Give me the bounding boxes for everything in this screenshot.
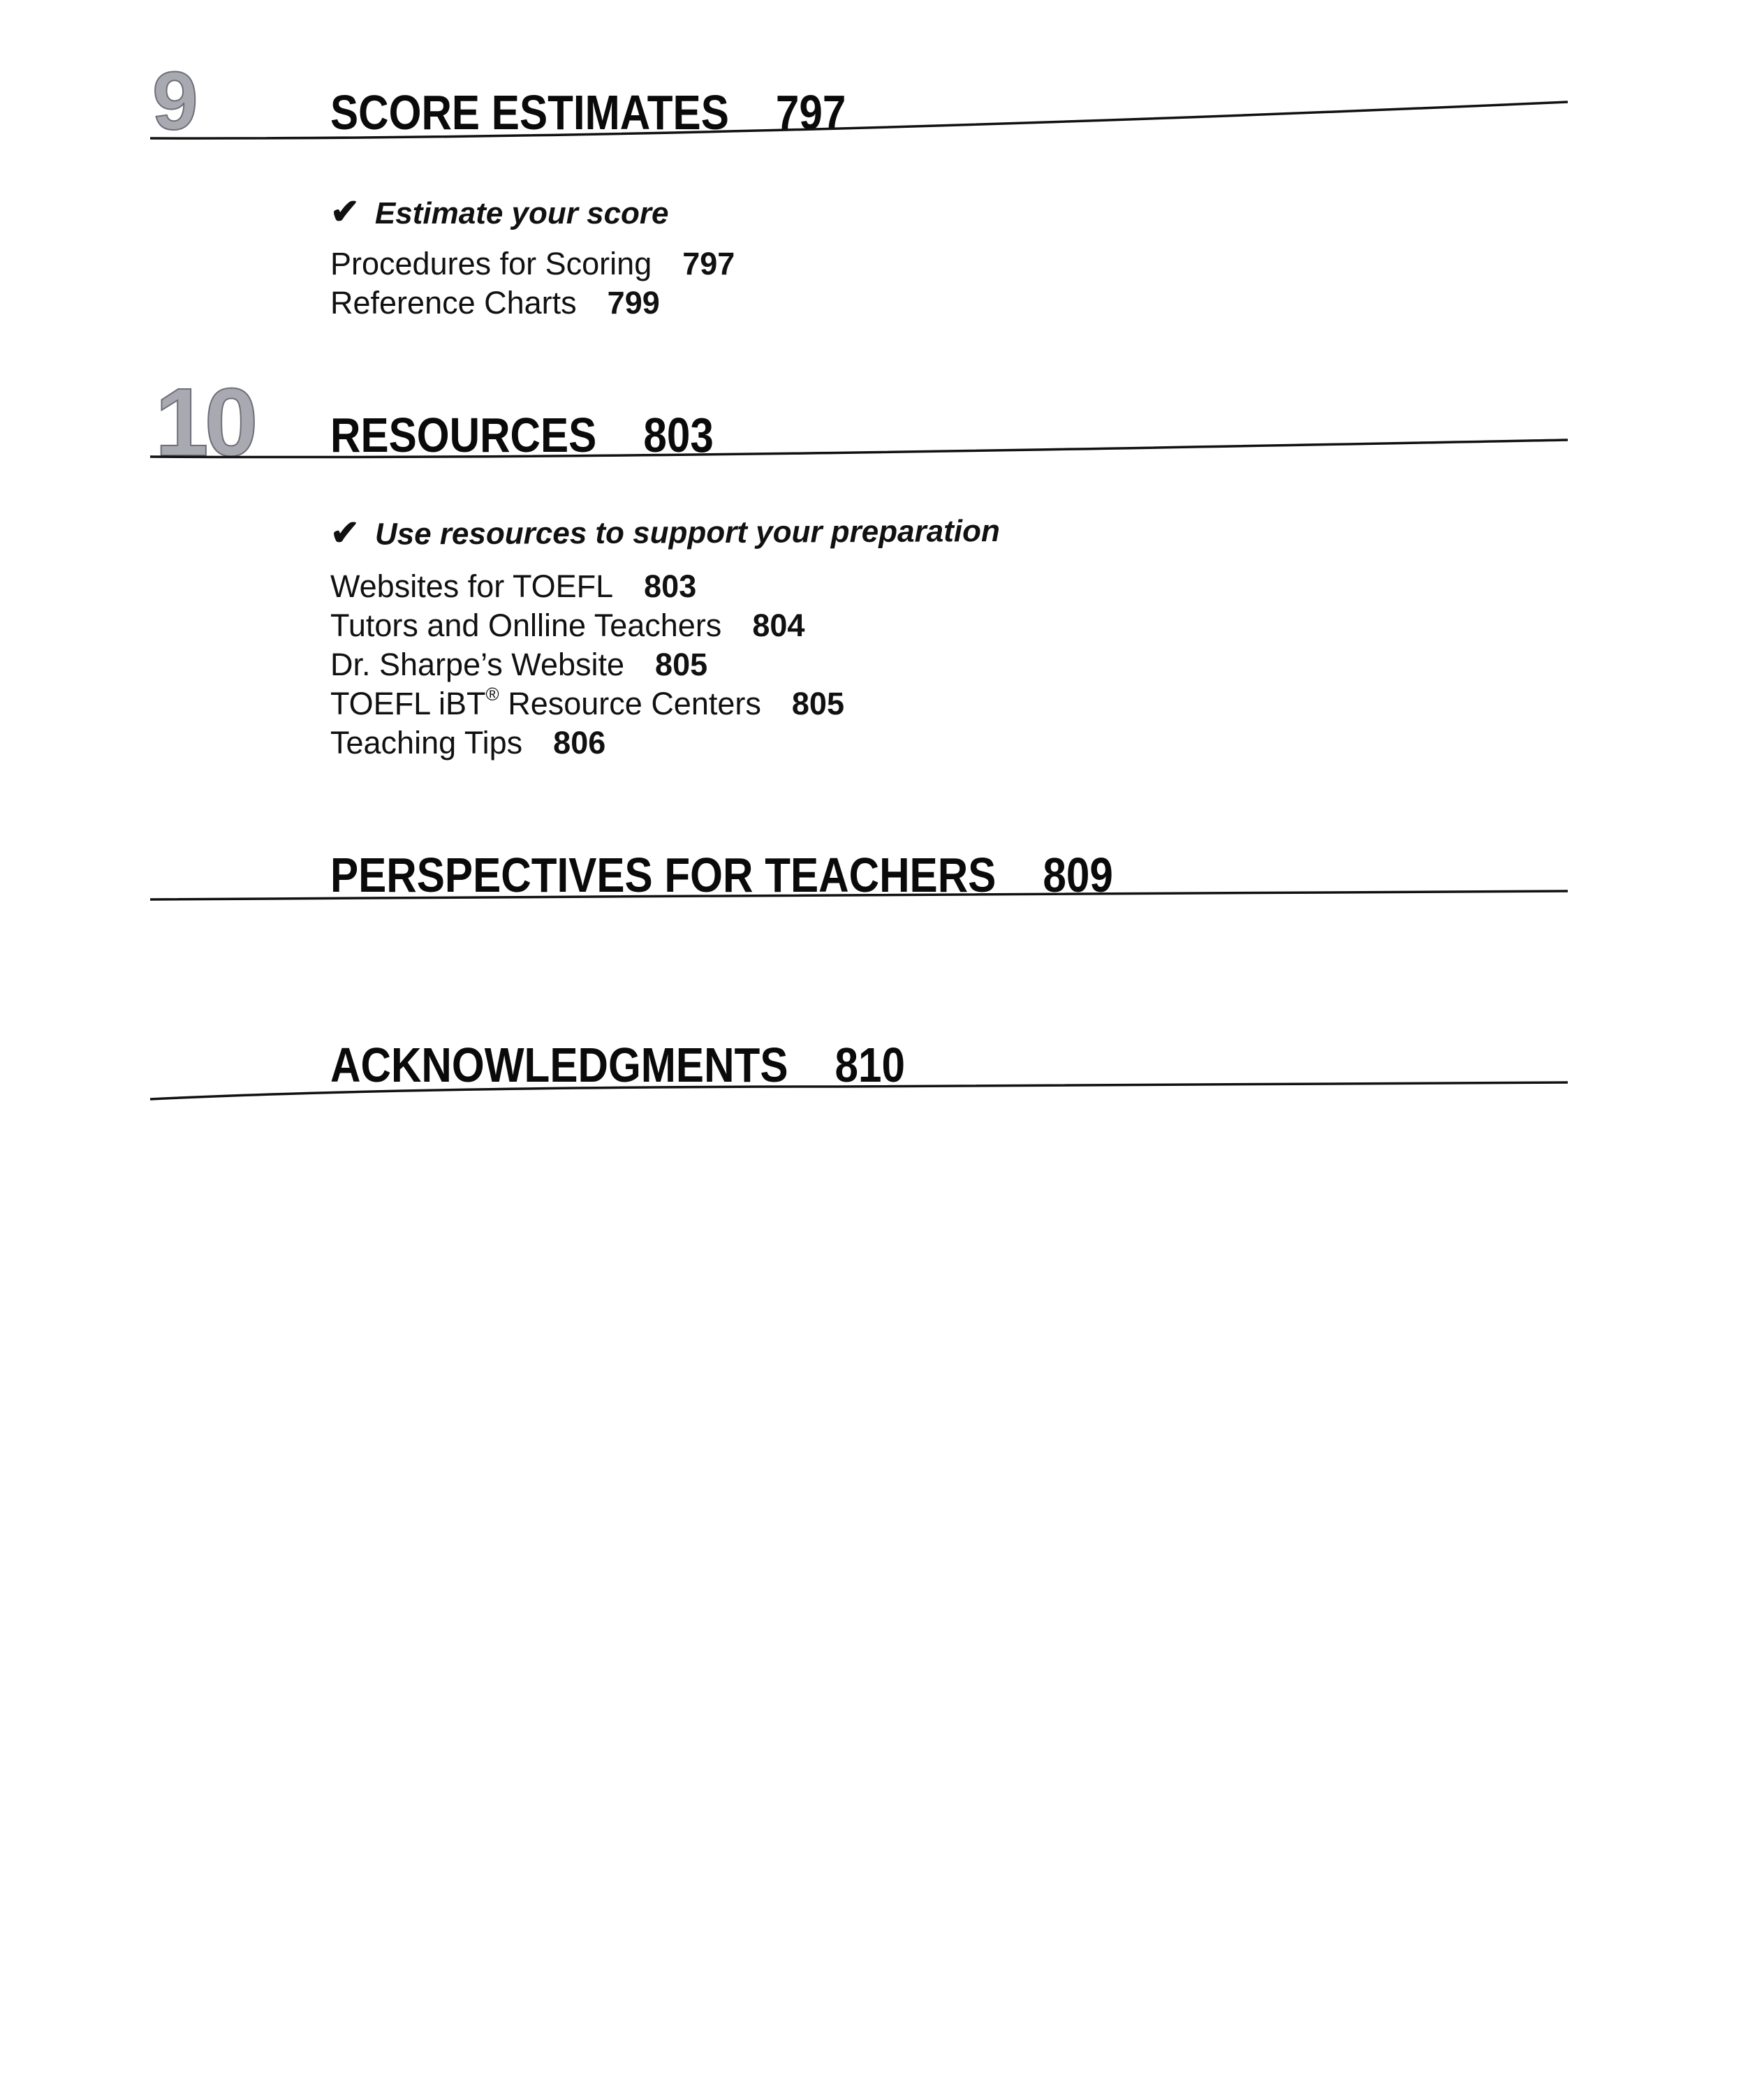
entry-page-number: 805	[655, 647, 708, 682]
entry-label: Reference Charts	[330, 285, 577, 321]
section-page-number: 809	[1043, 848, 1113, 902]
objective-text: Estimate your score	[374, 196, 669, 230]
entry-page-number: 805	[791, 686, 844, 721]
section-title: ACKNOWLEDGMENTS	[330, 1038, 788, 1092]
registered-mark: ®	[485, 684, 499, 705]
check-mark-icon: ✔	[330, 513, 360, 552]
section-title: SCORE ESTIMATES	[330, 85, 729, 140]
entry-label: Dr. Sharpe’s Website	[330, 647, 625, 682]
entry-page-number: 797	[682, 246, 735, 281]
check-mark-icon: ✔	[330, 192, 360, 231]
section-page-number: 810	[835, 1038, 906, 1092]
chapter-number: 10	[155, 369, 254, 476]
entry-label-after-mark: Resource Centers	[499, 686, 761, 721]
section-title: RESOURCES	[330, 408, 597, 462]
section-page-number: 797	[775, 85, 846, 140]
entry-label: Websites for TOEFL	[330, 568, 614, 604]
entry-label: Procedures for Scoring	[330, 246, 652, 281]
chapter-number: 9	[152, 55, 194, 147]
entry-label: Teaching Tips	[330, 725, 523, 760]
entry-label: Tutors and Onlline Teachers	[330, 608, 722, 643]
section-title: PERSPECTIVES FOR TEACHERS	[330, 848, 997, 902]
entry-page-number: 804	[752, 608, 805, 643]
entry-label-before-mark: TOEFL iBT	[330, 686, 486, 721]
objective-text: Use resources to support your preparation	[374, 513, 1000, 552]
entry-page-number: 806	[553, 725, 606, 760]
section-page-number: 803	[643, 408, 714, 462]
entry-page-number: 803	[644, 568, 697, 604]
entry-page-number: 799	[607, 285, 660, 321]
